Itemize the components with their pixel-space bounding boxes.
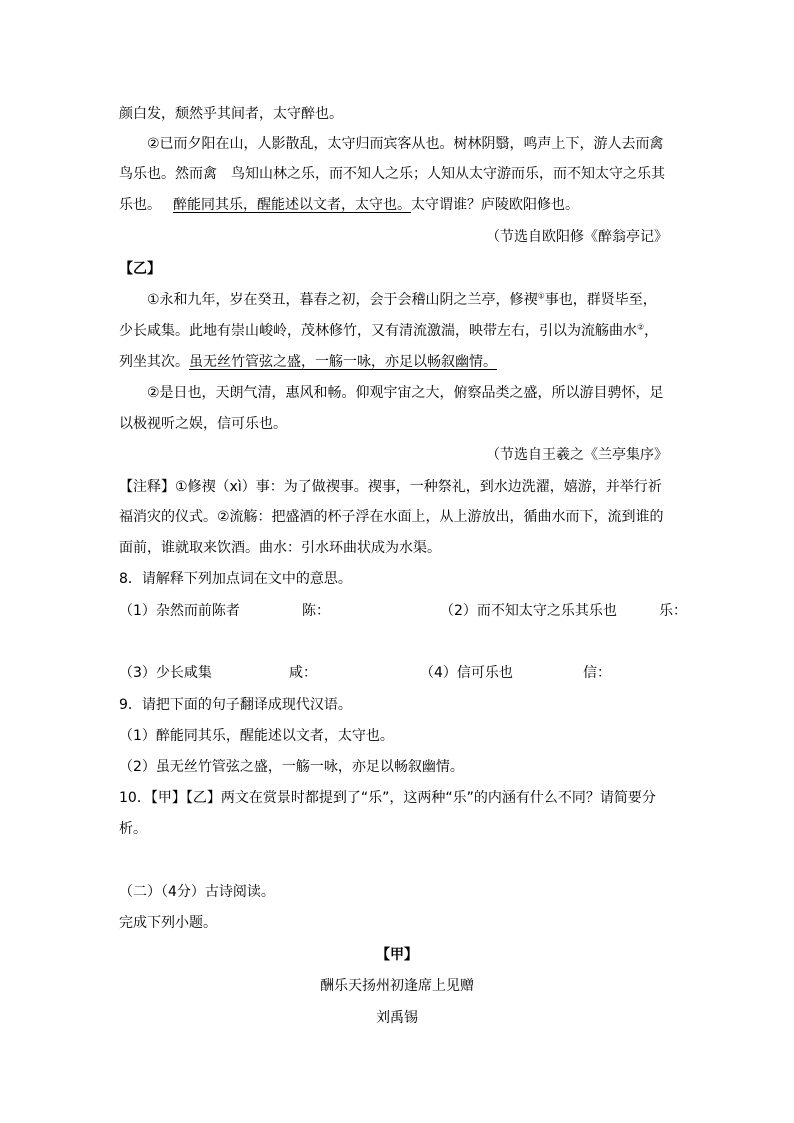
jia-line-1: 颜白发，颓然乎其间者，太守醉也。 — [119, 106, 343, 122]
yi-line-2 — [119, 321, 658, 341]
notes-line-1: 【注释】①修禊（xì）事：为了做禊事。禊事，一种祭礼，到水边洗濯，嬉游，并举行祈 — [119, 479, 662, 495]
q10-line-2: 析。 — [119, 821, 147, 837]
yi-line-3 — [119, 352, 497, 372]
yi-heading: 【乙】 — [119, 261, 161, 277]
poem-jia-label: 【甲】 — [376, 947, 418, 963]
yi-line-4: ②是日也，天朗气清，惠风和畅。仰观宇宙之大，俯察品类之盛，所以游目骋怀，足 — [147, 385, 664, 401]
section2-instruction: 完成下列小题。 — [119, 915, 217, 931]
jia-source: （节选自欧阳修《醉翁亭记》 — [486, 229, 668, 245]
q10-line-1: 10．【甲】【乙】两文在赏景时都提到了“乐”，这两种“乐”的内涵有什么不同？请简要分 — [119, 790, 656, 806]
yi-line-1 — [147, 290, 657, 310]
poem-author: 刘禹锡 — [376, 1010, 418, 1026]
q8-item-1-phrase: （1）杂然而前陈者 — [119, 603, 240, 619]
jia-line-4 — [119, 195, 579, 215]
notes-line-3: 面前，谁就取来饮酒。曲水：引水环曲状成为水渠。 — [119, 540, 441, 556]
q8-title: 8．请解释下列加点词在文中的意思。 — [119, 571, 352, 587]
q8-item-2-word: 乐： — [659, 603, 687, 619]
jia-line-3: 鸟乐也。然而禽 鸟知山林之乐，而不知人之乐；人知从太守游而乐，而不知太守之乐其 — [119, 166, 665, 182]
yi-line-5: 以极视听之娱，信可乐也。 — [119, 416, 287, 432]
q9-title: 9．请把下面的句子翻译成现代汉语。 — [119, 697, 352, 713]
notes-line-2: 福消灾的仪式。②流觞：把盛酒的杯子浮在水面上，从上游放出，循曲水而下，流到谁的 — [119, 509, 664, 525]
q8-item-2-phrase: （2）而不知太守之乐其乐也 — [440, 603, 617, 619]
yi-line-3-a: 列坐其次。 — [119, 354, 189, 370]
yi-line-2-b: ， — [644, 323, 659, 339]
q8-item-3-phrase: （3）少长咸集 — [119, 665, 212, 681]
footnote-mark-1: ① — [537, 291, 545, 301]
q8-item-3-word: 咸： — [289, 665, 317, 681]
q8-item-4-phrase: （4）信可乐也 — [420, 665, 513, 681]
poem-title: 酬乐天扬州初逢席上见赠 — [320, 978, 474, 994]
jia-line-4-end: 太守谓谁？庐陵欧阳修也。 — [411, 197, 579, 213]
jia-underlined-sentence: 醉能同其乐，醒能述以文者，太守也。 — [173, 197, 411, 213]
yi-line-2-a: 少长咸集。此地有崇山峻岭，茂林修竹，又有清流激湍，映带左右，引以为流觞曲水 — [119, 323, 637, 339]
jia-line-4-start: 乐也。 — [119, 197, 161, 213]
q9-sentence-1: （1）醉能同其乐，醒能述以文者，太守也。 — [119, 728, 394, 744]
footnote-mark-2: ② — [637, 322, 645, 332]
yi-line-1-b: 事也，群贤毕至， — [544, 292, 657, 308]
q8-item-4-word: 信： — [583, 665, 611, 681]
yi-underlined-sentence: 虽无丝竹管弦之盛，一觞一咏，亦足以畅叙幽情。 — [189, 354, 497, 370]
jia-line-2: ②已而夕阳在山，人影散乱，太守归而宾客从也。树林阴翳，鸣声上下，游人去而禽 — [147, 136, 664, 152]
yi-source: （节选自王羲之《兰亭集序》 — [486, 447, 668, 463]
yi-line-1-a: ①永和九年，岁在癸丑，暮春之初，会于会稽山阴之兰亭，修禊 — [147, 292, 538, 308]
q8-item-1-word: 陈： — [302, 603, 330, 619]
section2-title: （二）（4分）古诗阅读。 — [119, 884, 275, 900]
q9-sentence-2: （2）虽无丝竹管弦之盛，一觞一咏，亦足以畅叙幽情。 — [119, 759, 464, 775]
